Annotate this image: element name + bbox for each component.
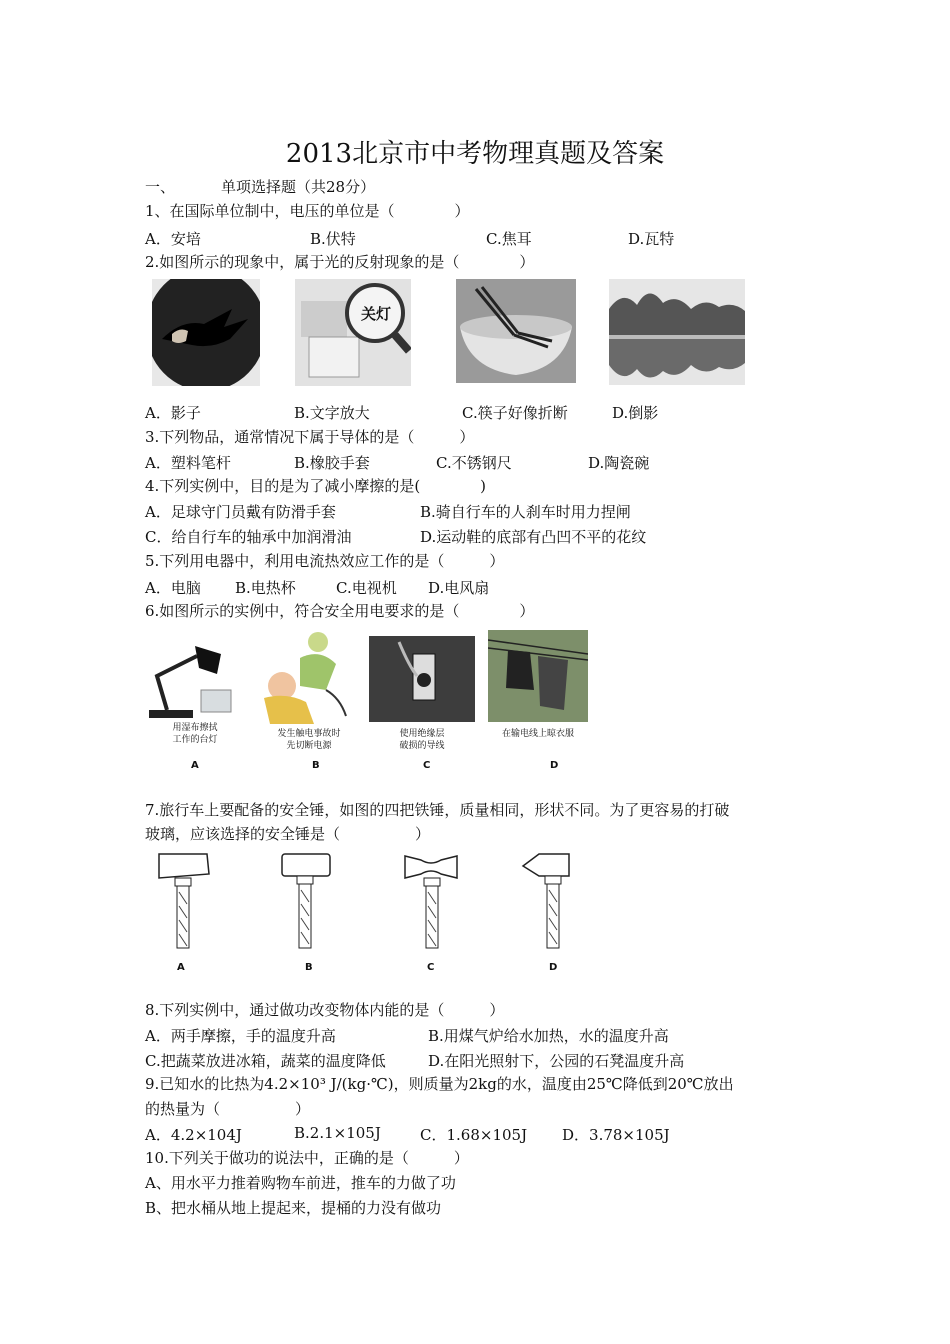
- q10-stem: 10.下列关于做功的说法中，正确的是（ ）: [145, 1149, 469, 1167]
- q1-option-d: D.瓦特: [628, 230, 675, 248]
- q6-label-b: B: [312, 760, 320, 771]
- q9-option-a: A．4.2×104J: [145, 1126, 242, 1144]
- q7-stem-line-1: 7.旅行车上要配备的安全锤，如图的四把铁锤，质量相同，形状不同。为了更容易的打破: [145, 801, 730, 819]
- section-number: 一、: [145, 178, 176, 196]
- clothes-on-power-line-photo: [488, 630, 588, 722]
- hammer-d: [523, 854, 569, 948]
- q1-option-a: A．安培: [145, 230, 201, 248]
- hammer-c: [405, 856, 457, 948]
- q6-label-a: A: [191, 760, 199, 771]
- q6-caption-c: 使用绝缘层 破损的导线: [399, 729, 445, 751]
- q4-option-d: D.运动鞋的底部有凸凹不平的花纹: [420, 528, 647, 546]
- q5-stem: 5.下列用电器中，利用电流热效应工作的是（ ）: [145, 552, 505, 570]
- q8-option-c: C.把蔬菜放进冰箱，蔬菜的温度降低: [145, 1052, 386, 1070]
- desk-lamp-picture: [145, 632, 245, 722]
- q7-label-d: D: [549, 962, 558, 973]
- chopsticks-bowl-photo: [456, 279, 576, 383]
- q6-caption-b: 发生触电事故时 先切断电源: [277, 729, 341, 751]
- q5-option-a: A．电脑: [145, 579, 201, 597]
- q8-option-d: D.在阳光照射下，公园的石凳温度升高: [428, 1052, 685, 1070]
- q3-option-b: B.橡胶手套: [294, 454, 370, 472]
- q7-label-a: A: [177, 962, 185, 973]
- shadow-photo: [152, 279, 260, 386]
- reflection-photo: [609, 279, 745, 385]
- q2-option-b: B.文字放大: [294, 404, 370, 422]
- q9-option-b: B.2.1×105J: [294, 1124, 381, 1142]
- q2-stem: 2.如图所示的现象中，属于光的反射现象的是（ ）: [145, 253, 535, 271]
- hammer-a: [159, 854, 209, 948]
- q8-option-b: B.用煤气炉给水加热，水的温度升高: [428, 1027, 669, 1045]
- q7-stem-line-2: 玻璃，应该选择的安全锤是（ ）: [145, 825, 431, 843]
- q1-option-c: C.焦耳: [486, 230, 532, 248]
- section-text: 单项选择题（共28分）: [221, 178, 376, 196]
- q4-option-c: C．给自行车的轴承中加润滑油: [145, 528, 352, 546]
- q3-option-d: D.陶瓷碗: [588, 454, 650, 472]
- page-title: 2013北京市中考物理真题及答案: [285, 139, 665, 169]
- q4-option-b: B.骑自行车的人刹车时用力捏闸: [420, 503, 631, 521]
- q7-label-c: C: [427, 962, 435, 973]
- q9-option-d: D．3.78×105J: [562, 1126, 670, 1144]
- q5-option-d: D.电风扇: [428, 579, 490, 597]
- q7-label-b: B: [305, 962, 313, 973]
- q6-caption-a: 用湿布擦拭 工作的台灯: [172, 723, 218, 745]
- q6-caption-d: 在输电线上晾衣服: [501, 729, 574, 739]
- q10-option-a: A、用水平力推着购物车前进，推车的力做了功: [145, 1174, 456, 1192]
- q3-option-c: C.不锈钢尺: [436, 454, 512, 472]
- q9-stem-line-2: 的热量为（ ）: [145, 1100, 311, 1118]
- q5-option-c: C.电视机: [336, 579, 397, 597]
- q6-stem: 6.如图所示的实例中，符合安全用电要求的是（ ）: [145, 602, 535, 620]
- magnifier-photo: [295, 279, 411, 386]
- q2-option-d: D.倒影: [612, 404, 659, 422]
- hammer-b: [282, 854, 330, 948]
- q5-option-b: B.电热杯: [235, 579, 296, 597]
- q10-option-b: B、把水桶从地上提起来，提桶的力没有做功: [145, 1199, 442, 1217]
- q3-stem: 3.下列物品，通常情况下属于导体的是（ ）: [145, 428, 475, 446]
- q4-option-a: A．足球守门员戴有防滑手套: [145, 503, 336, 521]
- q1-option-b: B.伏特: [310, 230, 356, 248]
- q9-stem-line-1: 9.已知水的比热为4.2×10³ J/(kg·℃)，则质量为2kg的水，温度由25℃降低到20℃放出: [145, 1075, 734, 1093]
- q6-label-c: C: [423, 760, 431, 771]
- q3-option-a: A．塑料笔杆: [145, 454, 231, 472]
- q9-option-c: C．1.68×105J: [420, 1126, 528, 1144]
- safety-hammers-diagram: [145, 848, 595, 958]
- q4-stem: 4.下列实例中，目的是为了减小摩擦的是( ): [145, 477, 487, 495]
- q8-stem: 8.下列实例中，通过做功改变物体内能的是（ ）: [145, 1001, 505, 1019]
- electric-shock-cartoon: [256, 628, 360, 728]
- magnified-sign-text: 关灯: [361, 305, 392, 323]
- q2-option-a: A．影子: [145, 404, 201, 422]
- damaged-wire-photo: [369, 636, 475, 722]
- q1-stem: 1、在国际单位制中，电压的单位是（ ）: [145, 202, 470, 220]
- q6-label-d: D: [550, 760, 559, 771]
- q8-option-a: A．两手摩擦，手的温度升高: [145, 1027, 336, 1045]
- q2-option-c: C.筷子好像折断: [462, 404, 568, 422]
- section-heading: [145, 177, 375, 197]
